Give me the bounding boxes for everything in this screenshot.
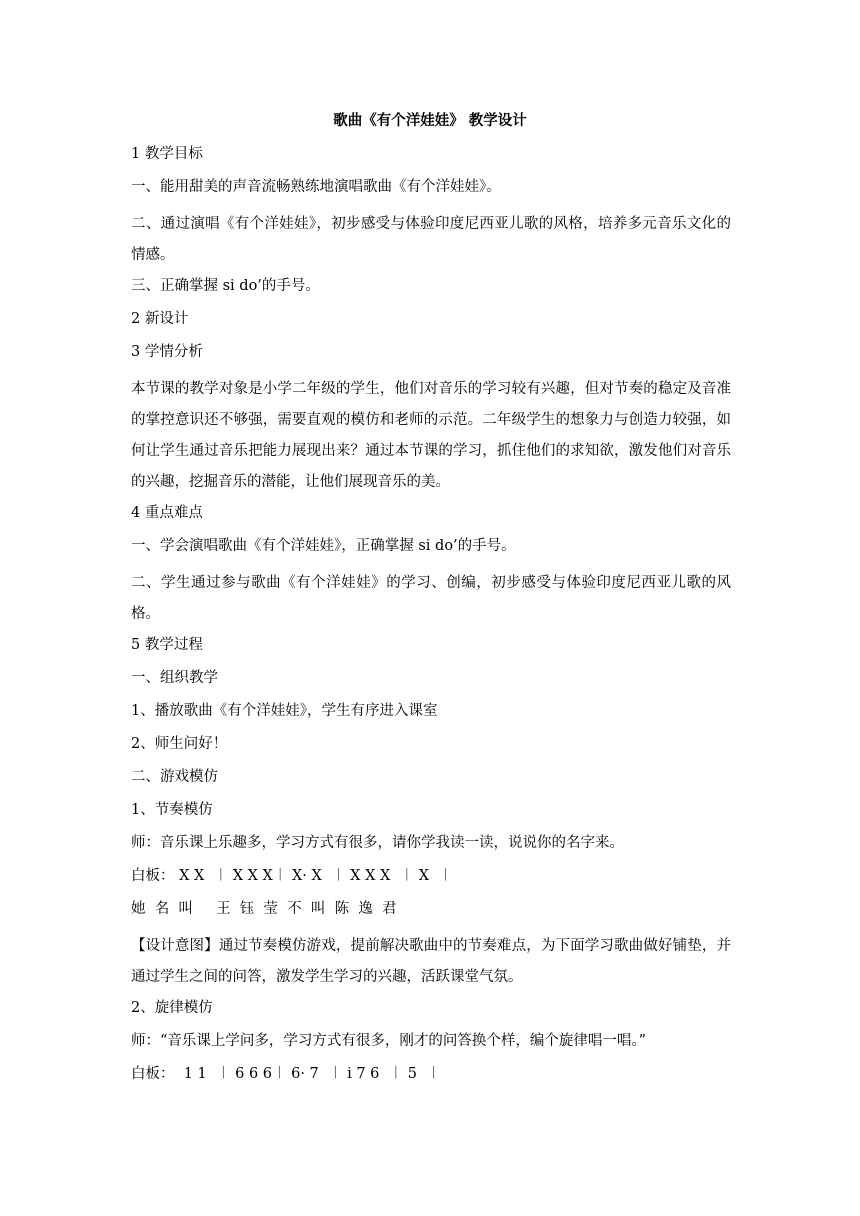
lyrics-row: 她 名 叫 王 钰 莹 不 叫 陈 逸 君 [131, 901, 397, 917]
design-intent-paragraph: 【设计意图】通过节奏模仿游戏，提前解决歌曲中的节奏难点，为下面学习歌曲做好铺垫，并通过学生之间的问答，激发学生学习的兴趣，活跃课堂气氛。 [131, 938, 731, 985]
objective-2: 二、通过演唱《有个洋娃娃》，初步感受与体验印度尼西亚儿歌的风格，培养多元音乐文化的情感。 [131, 216, 731, 263]
process-item-melody: 2、旋律模仿 [131, 1000, 213, 1016]
process-item-greeting: 2、师生问好！ [131, 736, 228, 752]
section-heading-analysis: 3 学情分析 [131, 344, 203, 360]
teacher-line-rhythm: 师：音乐课上乐趣多，学习方式有很多，请你学我读一读，说说你的名字来。 [131, 835, 624, 851]
process-item-play-song: 1、播放歌曲《有个洋娃娃》，学生有序进入课室 [131, 703, 438, 719]
section-heading-key-points: 4 重点难点 [131, 505, 203, 521]
key-point-2: 二、学生通过参与歌曲《有个洋娃娃》的学习、创编，初步感受与体验印度尼西亚儿歌的风格。 [131, 575, 731, 622]
document-title: 歌曲《有个洋娃娃》 教学设计 [333, 112, 527, 129]
process-step-game: 二、游戏模仿 [131, 769, 218, 785]
whiteboard-melody-row: 白板： 1 1 ︱ 6 6 6︱ 6· 7 ︱ i 7 6 ︱ 5 ︱ [131, 1066, 441, 1082]
section-heading-new-design: 2 新设计 [131, 311, 189, 327]
key-point-1: 一、学会演唱歌曲《有个洋娃娃》，正确掌握 si do’的手号。 [131, 538, 516, 554]
analysis-paragraph: 本节课的教学对象是小学二年级的学生，他们对音乐的学习较有兴趣，但对节奏的稳定及音准的掌控意识还不够强，需要直观的模仿和老师的示范。二年级学生的想象力与创造力较强，如何让学生通过音乐把能力展现出来？通过本节课的学习，抓住他们的求知欲，激发他们对音乐的兴趣，挖掘音乐的潜能，让他们展现音乐的美。 [131, 381, 731, 490]
section-heading-objectives: 1 教学目标 [131, 146, 203, 162]
document-body [131, 143, 731, 1096]
whiteboard-rhythm-row: 白板： X X ︱ X X X︱ X· X ︱ X X X ︱ X ︱ [131, 868, 453, 884]
objective-1: 一、能用甜美的声音流畅熟练地演唱歌曲《有个洋娃娃》。 [131, 179, 501, 195]
objective-3: 三、正确掌握 si do’的手号。 [131, 278, 320, 294]
teacher-line-melody: 师：“音乐课上学问多，学习方式有很多，刚才的问答换个样，编个旋律唱一唱。” [131, 1033, 647, 1049]
section-heading-process: 5 教学过程 [131, 637, 203, 653]
process-item-rhythm: 1、节奏模仿 [131, 802, 213, 818]
process-step-organize: 一、组织教学 [131, 670, 218, 686]
